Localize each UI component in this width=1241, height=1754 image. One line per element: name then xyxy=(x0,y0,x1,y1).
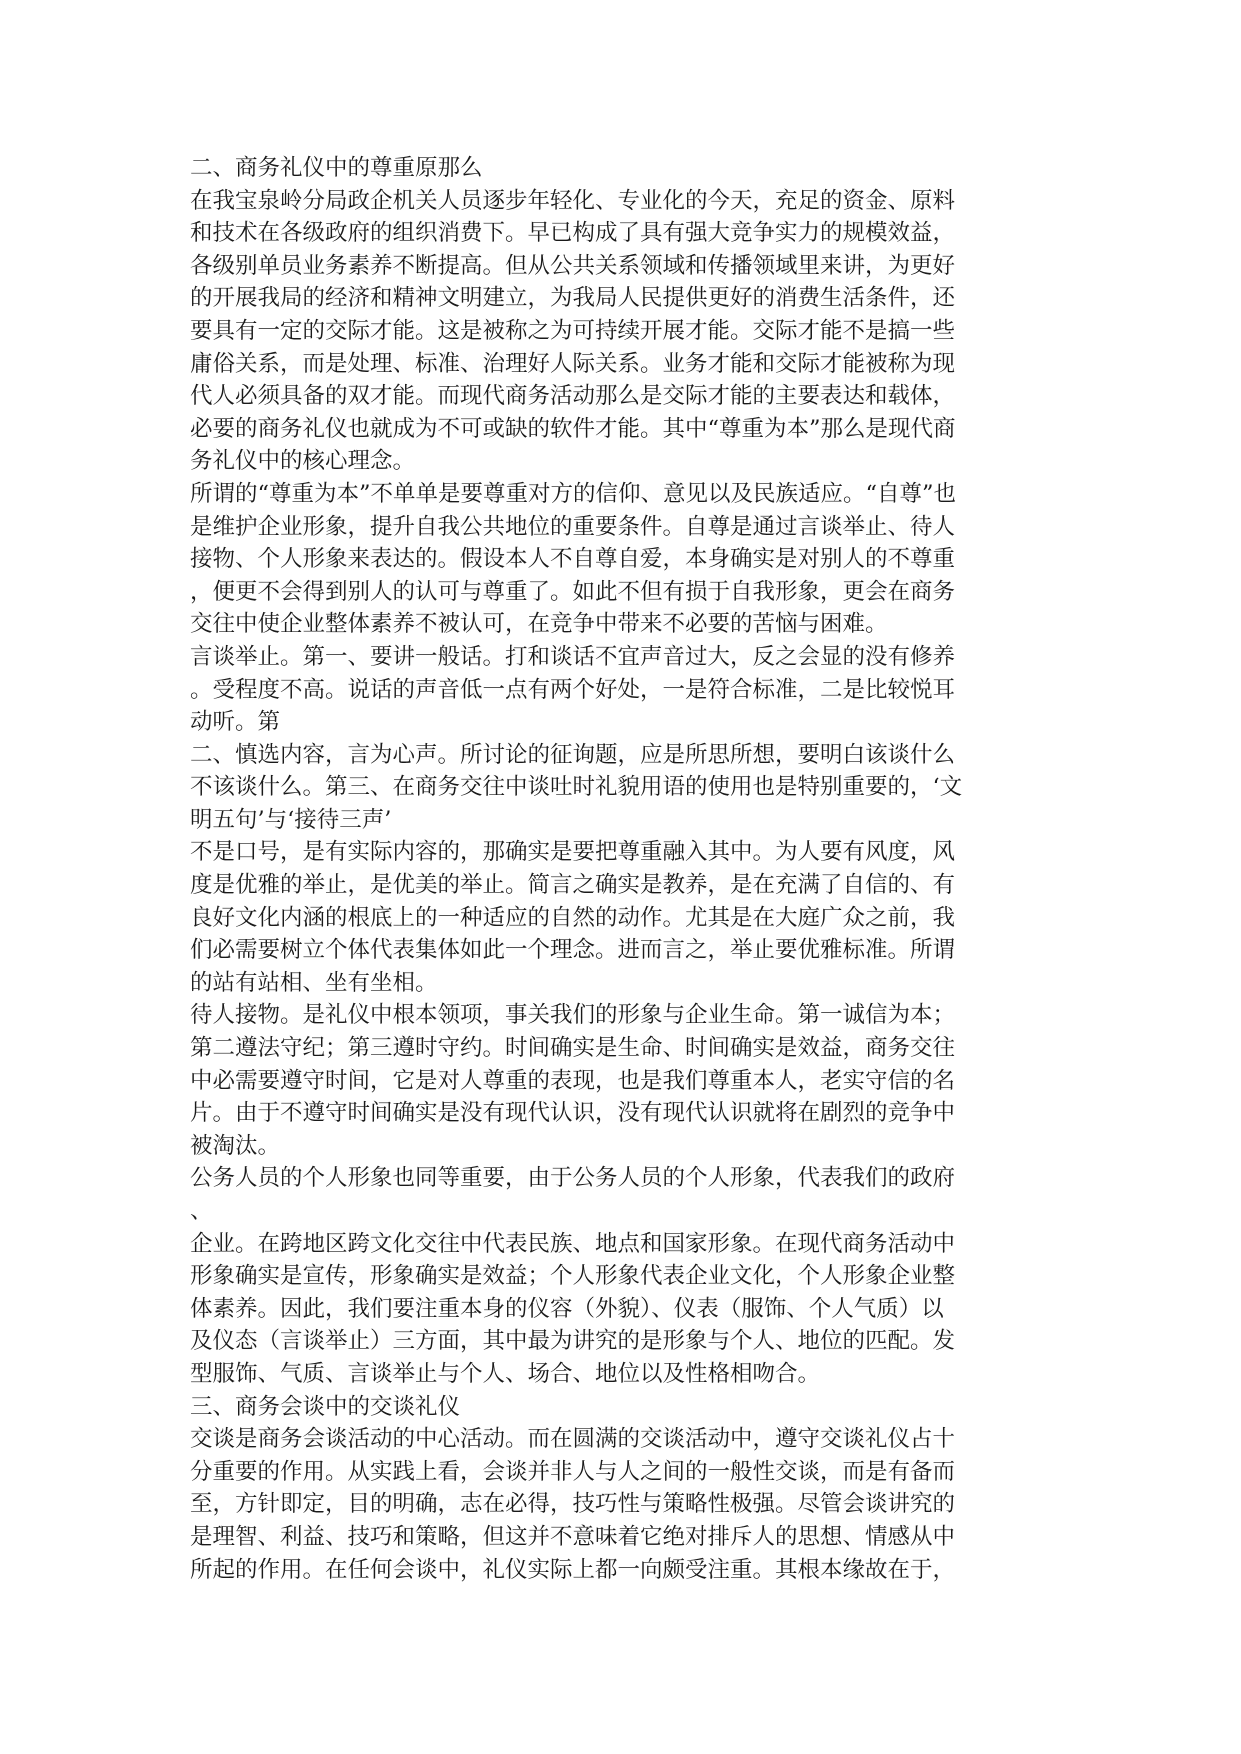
text-line: 中必需要遵守时间，它是对人尊重的表现，也是我们尊重本人，老实守信的名 xyxy=(190,1067,956,1094)
text-line: 是维护企业形象，提升自我公共地位的重要条件。自尊是通过言谈举止、待人 xyxy=(190,513,956,540)
text-line: 务礼仪中的核心理念。 xyxy=(190,448,416,475)
text-line: 企业。在跨地区跨文化交往中代表民族、地点和国家形象。在现代商务活动中 xyxy=(190,1230,956,1257)
text-line: 必要的商务礼仪也就成为不可或缺的软件才能。其中“尊重为本”那么是现代商 xyxy=(190,415,956,442)
document-body-text xyxy=(190,152,1070,1586)
text-line: 所起的作用。在任何会谈中，礼仪实际上都一向颇受注重。其根本缘故在于， xyxy=(190,1556,956,1583)
text-line: 分重要的作用。从实践上看，会谈并非人与人之间的一般性交谈，而是有备而 xyxy=(190,1458,956,1485)
text-line: 及仪态（言谈举止）三方面，其中最为讲究的是形象与个人、地位的匹配。发 xyxy=(190,1328,956,1355)
text-line: 的站有站相、坐有坐相。 xyxy=(190,969,438,996)
text-line: ，便更不会得到别人的认可与尊重了。如此不但有损于自我形象，更会在商务 xyxy=(190,578,956,605)
text-line: 所谓的“尊重为本”不单单是要尊重对方的信仰、意见以及民族适应。“自尊”也 xyxy=(190,480,957,507)
text-line: 片。由于不遵守时间确实是没有现代认识，没有现代认识就将在剧烈的竞争中 xyxy=(190,1100,956,1127)
text-line: 不是口号，是有实际内容的，那确实是要把尊重融入其中。为人要有风度，风 xyxy=(190,839,956,866)
text-line: 二、商务礼仪中的尊重原那么 xyxy=(190,155,483,181)
text-line: 待人接物。是礼仪中根本领项，事关我们的形象与企业生命。第一诚信为本； xyxy=(190,1002,956,1029)
text-line: 被淘汰。 xyxy=(190,1132,281,1159)
text-line: 是理智、利益、技巧和策略，但这并不意味着它绝对排斥人的思想、情感从中 xyxy=(190,1523,956,1550)
text-line: 代人必须具备的双才能。而现代商务活动那么是交际才能的主要表达和载体， xyxy=(190,383,956,410)
text-line: 交谈是商务会谈活动的中心活动。而在圆满的交谈活动中，遵守交谈礼仪占十 xyxy=(190,1426,956,1453)
text-line: 的开展我局的经济和精神文明建立，为我局人民提供更好的消费生活条件，还 xyxy=(190,285,956,312)
text-line: 们必需要树立个体代表集体如此一个理念。进而言之，举止要优雅标准。所谓 xyxy=(190,937,956,964)
text-line: 三、商务会谈中的交谈礼仪 xyxy=(190,1393,461,1420)
text-line: 公务人员的个人形象也同等重要，由于公务人员的个人形象，代表我们的政府 xyxy=(190,1165,956,1192)
text-line: 形象确实是宣传，形象确实是效益；个人形象代表企业文化，个人形象企业整 xyxy=(190,1263,956,1290)
text-line: 至，方针即定，目的明确，志在必得，技巧性与策略性极强。尽管会谈讲究的 xyxy=(190,1491,956,1518)
text-line: 在我宝泉岭分局政企机关人员逐步年轻化、专业化的今天，充足的资金、原料 xyxy=(190,187,956,214)
text-line: 度是优雅的举止，是优美的举止。简言之确实是教养，是在充满了自信的、有 xyxy=(190,872,956,899)
text-line: 、 xyxy=(190,1198,213,1224)
text-line: 第二遵法守纪；第三遵时守约。时间确实是生命、时间确实是效益，商务交往 xyxy=(190,1035,956,1062)
text-line: 。受程度不高。说话的声音低一点有两个好处，一是符合标准，二是比较悦耳 xyxy=(190,676,956,703)
text-line: 交往中使企业整体素养不被认可，在竞争中带来不必要的苦恼与困难。 xyxy=(190,611,888,638)
text-line: 二、慎选内容，言为心声。所讨论的征询题，应是所思所想，要明白该谈什么 xyxy=(190,741,956,768)
text-line: 动听。第 xyxy=(190,709,281,736)
text-line: 各级别单员业务素养不断提高。但从公共关系领域和传播领域里来讲，为更好 xyxy=(190,252,956,279)
text-line: 言谈举止。第一、要讲一般话。打和谈话不宜声音过大，反之会显的没有修养 xyxy=(190,643,956,670)
text-line: 不该谈什么。第三、在商务交往中谈吐时礼貌用语的使用也是特别重要的，‘文 xyxy=(190,774,963,801)
text-line: 庸俗关系，而是处理、标准、治理好人际关系。业务才能和交际才能被称为现 xyxy=(190,350,956,377)
text-line: 和技术在各级政府的组织消费下。早已构成了具有强大竞争实力的规模效益， xyxy=(190,220,956,247)
text-line: 接物、个人形象来表达的。假设本人不自尊自爱，本身确实是对别人的不尊重 xyxy=(190,546,956,573)
text-line: 体素养。因此，我们要注重本身的仪容（外貌）、仪表（服饰、个人气质）以 xyxy=(190,1295,944,1322)
text-line: 要具有一定的交际才能。这是被称之为可持续开展才能。交际才能不是搞一些 xyxy=(190,317,956,344)
text-line: 明五句’与‘接待三声’ xyxy=(190,806,392,833)
text-line: 良好文化内涵的根底上的一种适应的自然的动作。尤其是在大庭广众之前，我 xyxy=(190,904,956,931)
text-line: 型服饰、气质、言谈举止与个人、场合、地位以及性格相吻合。 xyxy=(190,1360,821,1387)
